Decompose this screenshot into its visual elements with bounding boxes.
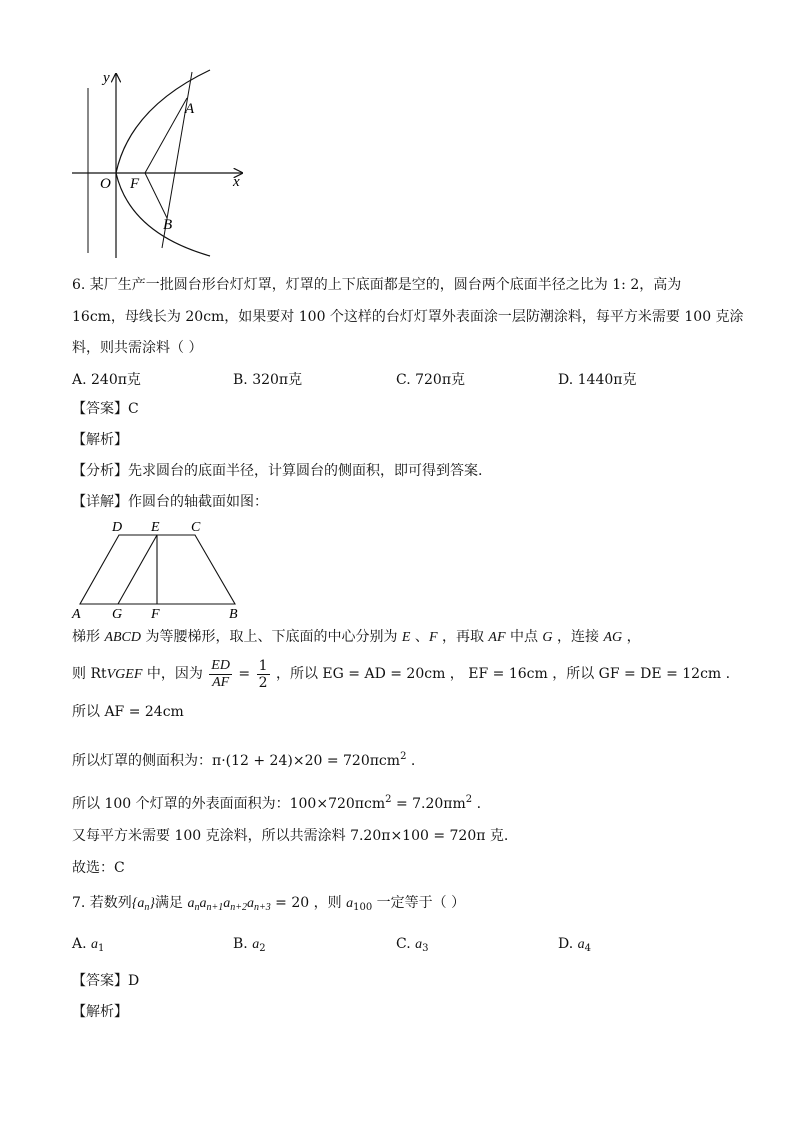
half-num: 1: [258, 657, 268, 674]
sol5-mid: = 7.20πm: [391, 796, 466, 812]
sol1-ag: AG: [603, 630, 623, 645]
q7-answer-value: D: [128, 973, 140, 989]
sol2-text-d: ，所以 EG = AD = 20cm ， EF = 16cm ，所以 GF = DE = 12cm .: [271, 666, 731, 682]
label-C: C: [191, 520, 201, 535]
q7-option-a: [72, 936, 104, 954]
q7-product: [187, 896, 270, 911]
q7-analysis-tag: 【解析】: [72, 1004, 128, 1020]
sol1-text-i: 中点: [505, 629, 543, 645]
label-y: y: [103, 70, 110, 86]
sol4-sup: 2: [400, 751, 407, 762]
sol1-text-g: ，再取: [437, 629, 489, 645]
fraction-half: [257, 658, 270, 691]
q6-option-c: C. 720π克: [396, 372, 466, 388]
sol1-end: ，: [622, 629, 641, 645]
sol2-text-c: 中，因为: [142, 666, 208, 682]
q7-a3: a: [223, 896, 231, 911]
fraction-ed-af: [209, 658, 232, 691]
q7-opt-b-label: B.: [233, 936, 253, 952]
label-B2: B: [229, 607, 238, 622]
label-O: O: [100, 176, 111, 192]
detail-text: 作圆台的轴截面如图：: [128, 494, 268, 510]
q7-opt-d-var: a: [577, 937, 585, 952]
q6-solution-line4: [72, 747, 415, 771]
q6-answer: [72, 399, 139, 419]
sol1-f: F: [428, 630, 438, 645]
sol2-eq: =: [233, 666, 255, 682]
q7-opt-a-var: a: [91, 937, 99, 952]
q7-sub2: n+1: [206, 902, 224, 913]
q6-detail: [72, 492, 268, 512]
q7-opt-c-sub: 3: [422, 943, 429, 954]
q7-text-b: 满足: [155, 895, 188, 911]
fenxi-text: 先求圆台的底面半径，计算圆台的侧面积，即可得到答案.: [128, 463, 483, 479]
sol2-text-a: 则 Rt: [72, 666, 107, 682]
q7-a4: a: [246, 896, 254, 911]
q6-option-a: A. 240π克: [72, 372, 141, 388]
label-F: F: [130, 176, 140, 192]
q7-seq-end: }: [149, 896, 156, 911]
sol1-text-a: 梯形: [72, 629, 105, 645]
sol1-text-k: ，连接: [552, 629, 604, 645]
label-B: B: [163, 217, 173, 233]
q7-option-b: [233, 936, 266, 954]
q7-sub3: n+2: [230, 902, 247, 913]
label-F2: F: [151, 607, 160, 622]
q7-seq-a: {a: [131, 896, 145, 911]
detail-tag: 【详解】: [72, 494, 128, 510]
segment-FB: [145, 173, 167, 218]
q7-a2: a: [199, 896, 207, 911]
sol1-af: AF: [488, 630, 506, 645]
q6-stem-line3: 料，则共需涂料（ ）: [72, 340, 203, 356]
q6-fenxi: [72, 461, 482, 481]
q7-opt-b-var: a: [252, 937, 260, 952]
sol5-sup1: 2: [385, 794, 392, 805]
sol1-sep: 、: [410, 629, 429, 645]
answer-value: C: [128, 401, 139, 417]
label-A: A: [185, 101, 195, 117]
q7-option-c: [396, 936, 429, 954]
fraction-den: AF: [212, 674, 230, 690]
sol4-text: 所以灯罩的侧面积为：π·(12 + 24)×20 = 720πcm: [72, 753, 401, 769]
q7-stem: [72, 893, 465, 918]
sol1-e: E: [401, 630, 411, 645]
trapezoid-figure: [70, 518, 250, 622]
q7-answer: [72, 971, 139, 991]
q7-text-a: 7. 若数列: [72, 895, 132, 911]
label-x: x: [233, 174, 240, 190]
q7-a100: a: [346, 896, 354, 911]
sol5-sup2: 2: [465, 794, 473, 805]
sol1-abcd: ABCD: [104, 630, 142, 645]
label-D: D: [112, 520, 123, 535]
label-E: E: [151, 520, 160, 535]
sol2-triangle: VGEF: [106, 667, 143, 682]
q7-opt-b-sub: 2: [259, 943, 266, 954]
q6-solution-line3: 所以 AF = 24cm: [72, 704, 184, 720]
q7-opt-d-label: D.: [558, 936, 578, 952]
q7-seq: [132, 896, 155, 911]
q6-choice: 故选：C: [72, 860, 125, 876]
sol5-text: 所以 100 个灯罩的外表面面积为：100×720πcm: [72, 796, 386, 812]
q7-text-c: = 20 ，则: [270, 895, 347, 911]
q6-solution-line2: [72, 656, 730, 693]
q6-solution-line5: [72, 790, 481, 814]
q6-solution-line6: 又每平方米需要 100 克涂料，所以共需涂料 7.20π×100 = 720π 克.: [72, 828, 509, 844]
fraction-num: ED: [211, 657, 230, 673]
q7-opt-a-label: A.: [72, 936, 92, 952]
segment-EG: [118, 535, 157, 604]
q7-answer-tag: 【答案】: [72, 973, 128, 989]
q7-opt-d-sub: 4: [584, 943, 592, 954]
q6-stem-line2: 16cm，母线长为 20cm，如果要对 100 个这样的台灯灯罩外表面涂一层防潮涂料，每平方米需要 100 克涂: [72, 309, 744, 325]
sol4-end: .: [406, 753, 416, 769]
q6-solution-line1: [72, 627, 641, 648]
sol5-end: .: [472, 796, 482, 812]
q6-analysis-tag: 【解析】: [72, 432, 128, 448]
half-den: 2: [258, 674, 268, 691]
answer-tag: 【答案】: [72, 401, 128, 417]
q7-option-d: [558, 936, 591, 954]
q7-seq-sub: n: [144, 902, 150, 913]
q7-opt-c-label: C.: [396, 936, 416, 952]
q7-sub4: n+3: [253, 902, 271, 913]
fenxi-tag: 【分析】: [72, 463, 128, 479]
q6-option-b: B. 320π克: [233, 372, 303, 388]
q7-sub1: n: [194, 902, 200, 913]
q7-text-e: 一定等于（ ）: [372, 895, 466, 911]
q6-option-d: D. 1440π克: [558, 372, 637, 388]
q7-opt-a-sub: 1: [98, 943, 105, 954]
q6-stem-line1: 6. 某厂生产一批圆台形台灯灯罩，灯罩的上下底面都是空的，圆台两个底面半径之比为 1: 2，高为: [72, 277, 682, 293]
q7-a1: a: [187, 896, 195, 911]
sol1-text-c: 为等腰梯形，取上、下底面的中心分别为: [141, 629, 402, 645]
label-A2: A: [72, 607, 81, 622]
parabola-figure: [70, 68, 260, 263]
q7-opt-c-var: a: [415, 937, 423, 952]
q7-a100-sub: 100: [353, 902, 373, 913]
sol1-g: G: [542, 630, 553, 645]
label-G: G: [112, 607, 123, 622]
